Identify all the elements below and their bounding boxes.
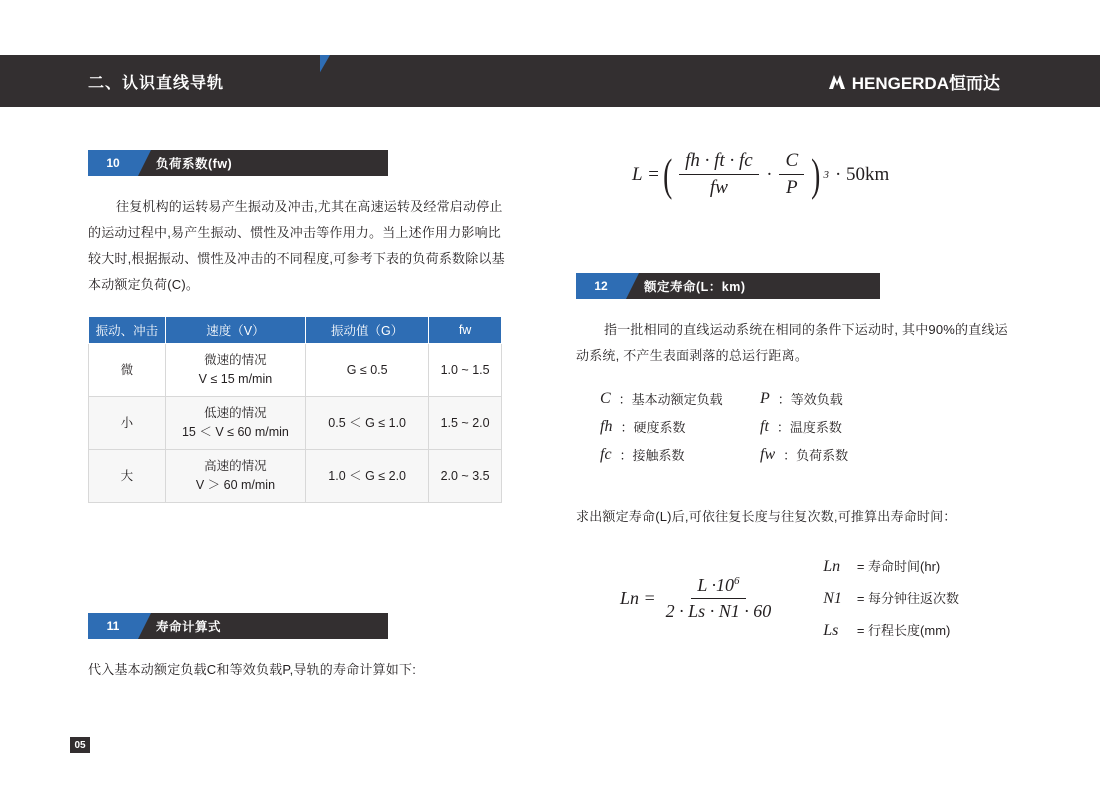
symbol-fc-desc: ：接触系数 [619, 448, 685, 463]
col-header-fw: fw [429, 317, 502, 344]
formula-exponent: 3 [823, 168, 829, 181]
formula-fraction-1 [679, 150, 759, 199]
cell-speed-line1: 低速的情况 [204, 406, 267, 420]
symbol-fh-desc: ：硬度系数 [620, 420, 686, 435]
formula-lhs: L = [632, 163, 660, 185]
symbol-fw-desc: ：负荷系数 [783, 448, 849, 463]
rated-life-formula [632, 150, 1012, 199]
cell-gvalue: 1.0 ＜ G ≤ 2.0 [306, 450, 429, 503]
symbol-Ls: Ls [823, 622, 839, 639]
cell-fw: 1.5 ~ 2.0 [429, 397, 502, 450]
ft-symbol: ft [714, 150, 725, 171]
symbol-fh: fh [600, 417, 613, 435]
brand-logo [827, 69, 1000, 94]
life-time-note: 求出额定寿命(L)后,可依往复长度与往复次数,可推算出寿命时间： [576, 509, 957, 524]
page-header [0, 55, 1100, 107]
logo-mark-icon [827, 72, 847, 92]
lf-denominator: 2 · Ls · N1 · 60 [665, 600, 772, 621]
fh-symbol: fh [685, 150, 700, 171]
lf-numerator [691, 575, 745, 599]
formula-middle-dot: · [766, 163, 772, 185]
cell-speed-line1: 高速的情况 [204, 459, 267, 473]
cell-vibration: 小 [89, 397, 166, 450]
col-header-vibration: 振动、冲击 [89, 317, 166, 344]
section-header-11 [88, 613, 388, 639]
legend-item [823, 556, 959, 576]
lf-num-text: L ·10 [697, 574, 735, 595]
legend-item [823, 620, 959, 640]
dot-1: · [704, 150, 710, 171]
symbol-P-desc: ：等效负载 [777, 392, 843, 407]
dot-2: · [729, 150, 735, 171]
section-12-paragraph: 指一批相同的直线运动系统在相同的条件下运动时, 其中90%的直线运动系统, 不产生表面剥落的总运行距离。 [576, 322, 1008, 363]
life-time-formula [620, 575, 781, 622]
lf-fraction [660, 575, 778, 622]
formula-frac1-numerator [679, 150, 759, 175]
table-row [89, 450, 502, 503]
symbol-Ln-desc: = 寿命时间(hr) [856, 559, 941, 574]
formula-paren-right: ) [811, 148, 821, 200]
cell-gvalue: 0.5 ＜ G ≤ 1.0 [306, 397, 429, 450]
section-header-12 [576, 273, 880, 299]
symbol-C: C [600, 389, 611, 407]
cell-gvalue: G ≤ 0.5 [306, 344, 429, 397]
formula-frac1-denominator: fw [709, 177, 728, 198]
col-header-gvalue: 振动值（G） [306, 317, 429, 344]
fc-symbol: fc [738, 150, 753, 171]
cell-speed-line1: 微速的情况 [204, 353, 267, 367]
load-factor-table [88, 316, 502, 503]
page-number: 05 [70, 737, 90, 753]
spacer [88, 503, 508, 613]
legend-item [760, 389, 1012, 408]
cell-speed [165, 397, 305, 450]
right-column [576, 150, 1012, 640]
table-row [89, 397, 502, 450]
section-10-paragraph: 往复机构的运转易产生振动及冲击,尤其在高速运转及经常启动停止的运动过程中,易产生振动、惯性及冲击等作用力。当上述作用力影响比较大时,根据振动、惯性及冲击的不同程度,可参考下表的负荷系数除以基本动额定负荷(C)。 [88, 199, 505, 292]
symbol-legend [600, 389, 1012, 464]
cell-speed-line2: V ＞ 60 m/min [195, 478, 276, 492]
symbol-C-desc: ：基本动额定负载 [618, 392, 723, 407]
section-number-10: 10 [88, 150, 138, 176]
cell-speed-line2: V ≤ 15 m/min [198, 372, 273, 386]
life-time-legend [823, 556, 959, 640]
life-time-formula-block [576, 556, 1012, 640]
cell-fw: 2.0 ~ 3.5 [429, 450, 502, 503]
legend-item [600, 445, 760, 464]
symbol-ft-desc: ：温度系数 [776, 420, 842, 435]
formula-frac2-denominator: P [785, 177, 798, 198]
section-number-12: 12 [576, 273, 626, 299]
legend-item [600, 389, 760, 408]
legend-item [760, 445, 1012, 464]
legend-item [600, 417, 760, 436]
cell-speed [165, 344, 305, 397]
cell-speed-line2: 15 ＜ V ≤ 60 m/min [181, 425, 289, 439]
section-header-10 [88, 150, 388, 176]
section-11-paragraph: 代入基本动额定负载C和等效负载P,导轨的寿命计算如下: [88, 662, 417, 677]
formula-frac2-numerator: C [779, 150, 804, 175]
cell-speed [165, 450, 305, 503]
formula-paren-left: ( [662, 148, 673, 200]
symbol-N1-desc: = 每分钟往返次数 [856, 591, 960, 606]
logo-text: HENGERDA恒而达 [851, 74, 1000, 93]
symbol-N1: N1 [823, 590, 842, 607]
lf-num-sup: 6 [734, 574, 740, 587]
cell-vibration: 大 [89, 450, 166, 503]
formula-tail: · 50km [834, 163, 890, 185]
legend-item [823, 588, 959, 608]
formula-fraction-2 [779, 150, 804, 199]
section-label-12: 额定寿命(L：km) [644, 280, 746, 294]
section-number-11: 11 [88, 613, 138, 639]
col-header-speed: 速度（V） [165, 317, 305, 344]
symbol-Ls-desc: = 行程长度(mm) [856, 623, 951, 638]
symbol-ft: ft [760, 417, 769, 435]
symbol-fw: fw [760, 445, 776, 463]
left-column [88, 150, 508, 689]
table-header-row [89, 317, 502, 344]
section-label-10: 负荷系数(fw) [156, 157, 233, 171]
cell-vibration: 微 [89, 344, 166, 397]
chapter-title: 二、认识直线导轨 [88, 74, 225, 92]
symbol-fc: fc [600, 445, 612, 463]
symbol-Ln: Ln [823, 558, 841, 575]
symbol-P: P [760, 389, 770, 407]
chapter-tab [60, 55, 320, 107]
section-label-11: 寿命计算式 [156, 620, 222, 634]
cell-fw: 1.0 ~ 1.5 [429, 344, 502, 397]
legend-item [760, 417, 1012, 436]
lf-lhs: Ln = [620, 587, 656, 608]
table-row [89, 344, 502, 397]
